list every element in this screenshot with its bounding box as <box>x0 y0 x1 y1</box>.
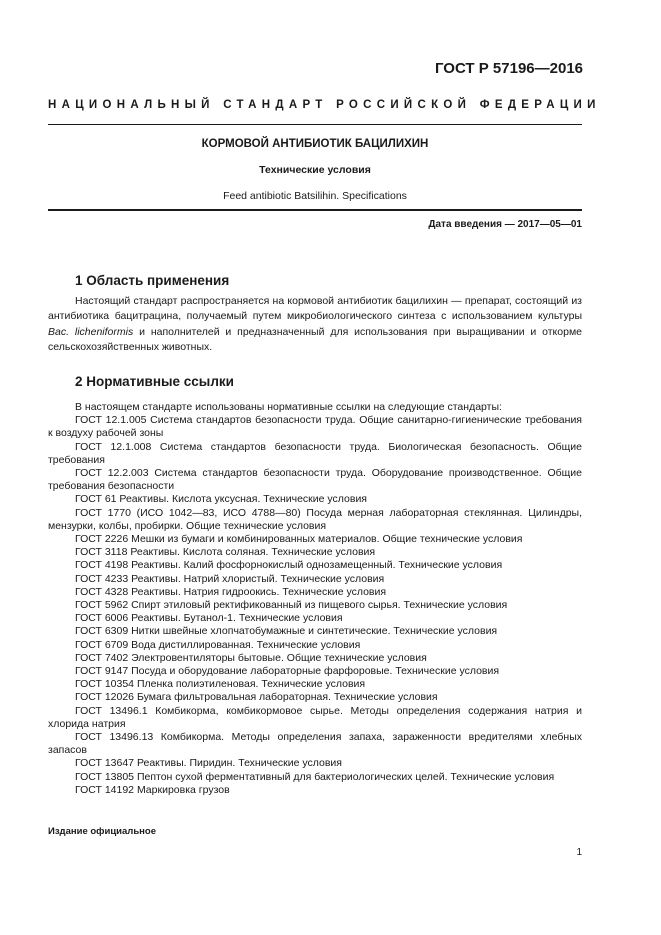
reference-item: ГОСТ 14192 Маркировка грузов <box>75 783 230 796</box>
reference-item: ГОСТ 9147 Посуда и оборудование лабораторные фарфоровые. Технические условия <box>75 665 500 678</box>
reference-item: ГОСТ 12026 Бумага фильтровальная лабораторная. Технические условия <box>75 691 438 704</box>
reference-item: ГОСТ 4198 Реактивы. Калий фосфорнокислый однозамещенный. Технические условия <box>75 559 503 572</box>
reference-item: ГОСТ 6006 Реактивы. Бутанол-1. Технические условия <box>75 612 343 625</box>
section-1-text-italic: Bac. licheniformis <box>48 325 134 338</box>
reference-item: ГОСТ 12.1.005 Система стандартов безопасности труда. Общие санитарно-гигиенические требования к воздуху рабочей зоны <box>48 414 582 440</box>
normative-references-list <box>48 401 582 797</box>
page-number: 1 <box>576 847 582 858</box>
official-edition-note: Издание официальное <box>48 826 156 837</box>
top-divider <box>48 124 582 125</box>
reference-item: ГОСТ 10354 Пленка полиэтиленовая. Технические условия <box>75 678 366 691</box>
reference-item: ГОСТ 13496.13 Комбикорма. Методы определения запаха, зараженности вредителями хлебных запасов <box>48 731 582 757</box>
reference-item: ГОСТ 12.2.003 Система стандартов безопасности труда. Оборудование производственное. Общие требования безопасности <box>48 467 582 493</box>
document-title: КОРМОВОЙ АНТИБИОТИК БАЦИЛИХИН <box>201 138 429 150</box>
reference-item: ГОСТ 61 Реактивы. Кислота уксусная. Технические условия <box>75 493 367 506</box>
reference-item: ГОСТ 13647 Реактивы. Пиридин. Технические условия <box>75 757 342 770</box>
introduction-date: Дата введения — 2017—05—01 <box>428 219 582 230</box>
section-1-text-part-2: и наполнителей и предназначенный для использования при выращивании и откорме сельскохозяйственных животных. <box>48 325 583 353</box>
document-code: ГОСТ Р 57196—2016 <box>434 60 583 77</box>
reference-item: ГОСТ 13805 Пептон сухой ферментативный для бактериологических целей. Технические условия <box>75 770 555 783</box>
reference-item: ГОСТ 7402 Электровентиляторы бытовые. Общие технические условия <box>75 651 427 664</box>
references-intro: В настоящем стандарте использованы нормативные ссылки на следующие стандарты: <box>75 401 502 413</box>
reference-item: ГОСТ 6309 Нитки швейные хлопчатобумажные и синтетические. Технические условия <box>75 625 498 638</box>
section-1-text-part-1: Настоящий стандарт распространяется на кормовой антибиотик бацилихин — препарат, состоящий из антибиотика бацитрацина, получаемый путем микробиологического синтеза с использованием культуры <box>48 295 582 323</box>
reference-item: ГОСТ 2226 Мешки из бумаги и комбинированных материалов. Общие технические условия <box>75 533 523 546</box>
reference-item: ГОСТ 4328 Реактивы. Натрия гидроокись. Технические условия <box>75 585 387 598</box>
reference-item: ГОСТ 13496.1 Комбикорма, комбикормовое сырье. Методы определения содержания натрия и хлорида натрия <box>48 704 582 730</box>
section-2-heading: 2 Нормативные ссылки <box>75 374 234 389</box>
title-divider <box>48 209 582 211</box>
reference-item: ГОСТ 3118 Реактивы. Кислота соляная. Технические условия <box>75 546 376 559</box>
document-subtitle: Технические условия <box>259 164 371 176</box>
reference-item: ГОСТ 6709 Вода дистиллированная. Технические условия <box>75 638 361 651</box>
national-standard-banner: НАЦИОНАЛЬНЫЙ СТАНДАРТ РОССИЙСКОЙ ФЕДЕРАЦИИ <box>48 99 601 111</box>
section-1-heading: 1 Область применения <box>75 273 230 288</box>
english-title: Feed antibiotic Batsilihin. Specifications <box>223 190 407 202</box>
reference-item: ГОСТ 1770 (ИСО 1042—83, ИСО 4788—80) Посуда мерная лабораторная стеклянная. Цилиндры, мензурки, колбы, пробирки. Общие технические условия <box>48 506 582 532</box>
reference-item: ГОСТ 12.1.008 Система стандартов безопасности труда. Биологическая безопасность. Общие требования <box>48 440 582 466</box>
reference-item: ГОСТ 5962 Спирт этиловый ректификованный из пищевого сырья. Технические условия <box>75 599 508 612</box>
section-1-text <box>48 294 582 355</box>
reference-item: ГОСТ 4233 Реактивы. Натрий хлористый. Технические условия <box>75 572 385 585</box>
